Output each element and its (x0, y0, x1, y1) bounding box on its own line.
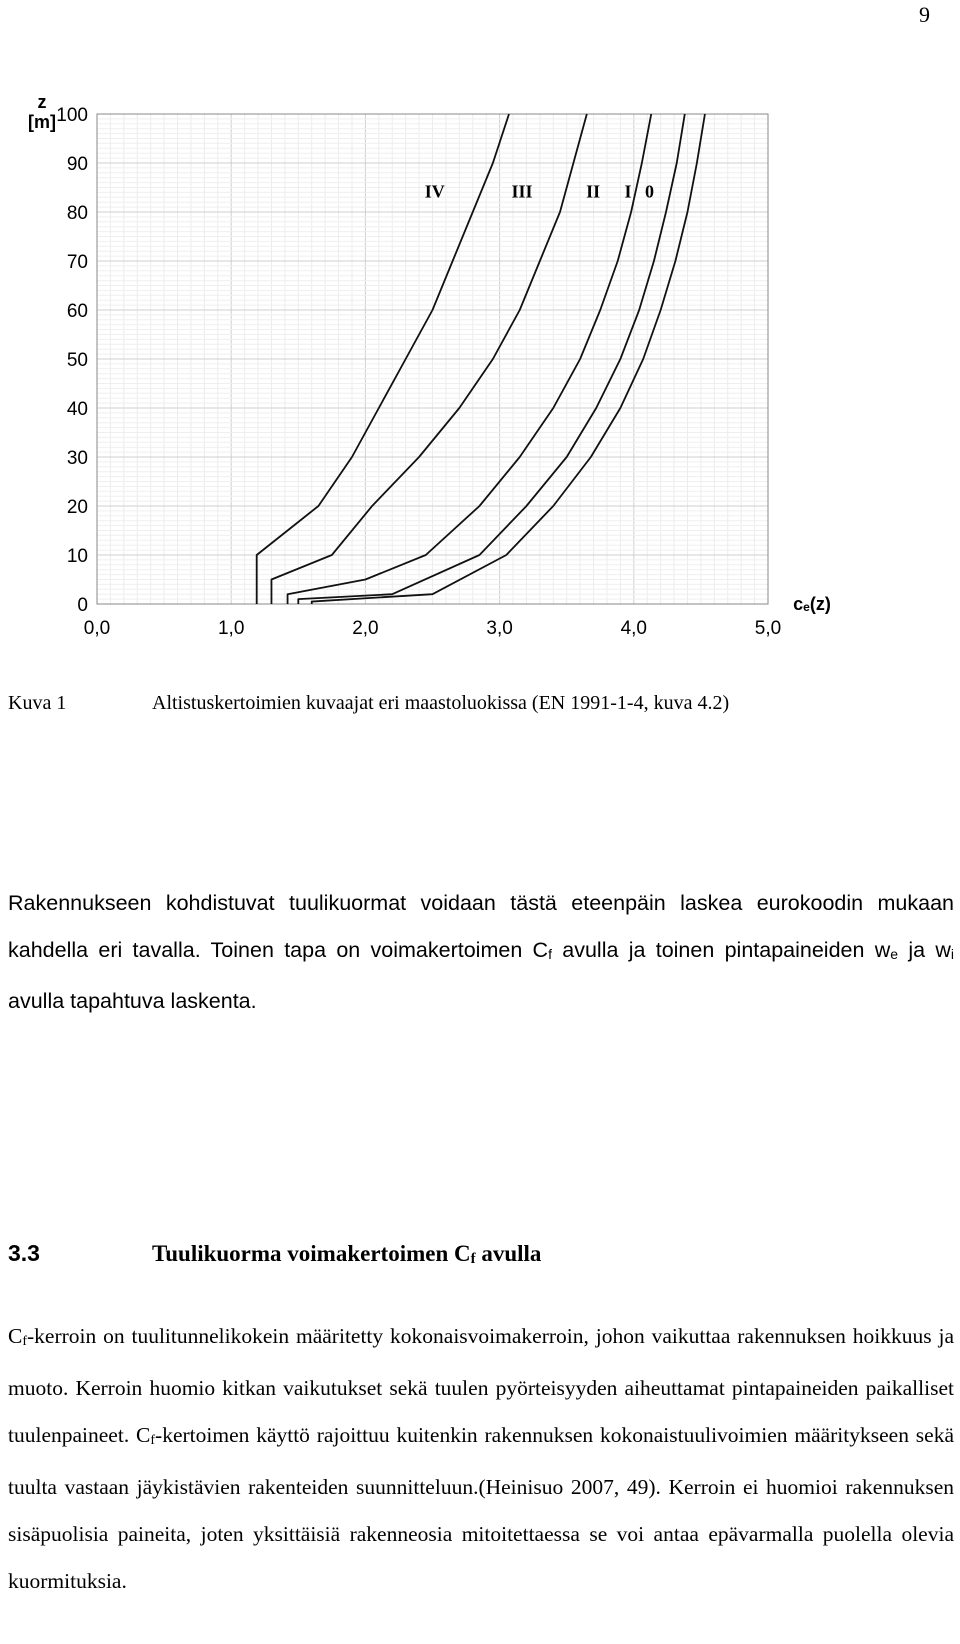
y-tick-label: 80 (66, 203, 88, 224)
p2-sub-1: f (22, 1334, 27, 1350)
section-heading (8, 1240, 541, 1268)
x-axis-label: cₑ(z) (793, 594, 831, 614)
p1-sub-1: f (548, 946, 552, 963)
p2-text-1: -kerroin on tuulitunnelikokein määritetty kokonaisvoimakerroin, johon vaikuttaa rakennuksen hoikkuus ja muoto. Kerroin huomio kitkan vaikutukset sekä tuulen pyörteisyyden aiheuttamat pintapaineiden paikalliset tuulenpaineet. C (8, 1324, 954, 1448)
y-tick-label: 70 (66, 252, 88, 273)
p1-text-1: Rakennukseen kohdistuvat tuulikuormat voidaan tästä eteenpäin laskea eurokoodin mukaan kahdella eri tavalla. Toinen tapa on voimakertoimen C (8, 891, 954, 962)
p2-c: C (8, 1324, 23, 1348)
paragraph-body (8, 1313, 954, 1605)
section-title-sub: f (470, 1251, 476, 1268)
x-tick-label: 4,0 (620, 618, 648, 639)
y-axis-unit: [m] (28, 112, 56, 132)
y-tick-label: 100 (56, 105, 88, 126)
y-tick-label: 40 (66, 399, 88, 420)
p2-text-2: -kertoimen käyttö rajoittuu kuitenkin rakennuksen kokonaistuulivoimien määritykseen sekä tuulta vastaan jäykistävien rakenteiden suunnitteluun.(Heinisuo 2007, 49). Kerroin ei huomioi rakennuksen sisäpuolisia paineita, joten yksittäisiä rakenneosia mitoitettaessa se voi antaa epävarmalla puolella olevia kuormituksia. (8, 1423, 954, 1594)
x-tick-label: 5,0 (754, 618, 782, 639)
chart-labels (28, 92, 831, 639)
curve-label: 0 (644, 181, 654, 202)
exposure-coefficient-chart (0, 90, 960, 650)
p1-sub-2: e (890, 946, 899, 963)
curve-label: II (586, 181, 601, 202)
page-number: 9 (919, 2, 930, 27)
x-tick-label: 3,0 (486, 618, 513, 639)
y-tick-label: 20 (66, 497, 88, 518)
y-tick-label: 60 (66, 301, 88, 322)
section-title: Tuulikuorma voimakertoimen C (152, 1241, 471, 1266)
p1-text-2: avulla ja toinen pintapaineiden w (551, 938, 891, 962)
y-tick-label: 10 (66, 546, 88, 567)
x-tick-label: 1,0 (217, 618, 245, 639)
caption-label: Kuva 1 (8, 692, 67, 714)
section-number: 3.3 (8, 1240, 40, 1266)
y-tick-label: 30 (66, 448, 88, 469)
curve-label: IV (424, 181, 445, 202)
y-tick-label: 0 (77, 595, 88, 616)
paragraph-intro (8, 880, 954, 1025)
p2-sub-2: f (150, 1433, 156, 1449)
figure-caption (8, 692, 729, 715)
y-tick-label: 90 (66, 154, 88, 175)
x-tick-label: 0,0 (83, 618, 111, 639)
y-tick-label: 50 (66, 350, 88, 371)
curve-label: I (624, 181, 632, 202)
p1-sub-3: i (950, 946, 954, 963)
p1-text-3: ja w (898, 938, 951, 962)
curve-label: III (511, 181, 533, 202)
p1-text-4: avulla tapahtuva laskenta. (8, 989, 257, 1014)
section-title-2: avulla (475, 1241, 542, 1266)
x-tick-label: 2,0 (352, 618, 379, 639)
caption-text: Altistuskertoimien kuvaajat eri maastoluokissa (EN 1991-1-4, kuva 4.2) (152, 692, 730, 714)
y-axis-symbol: z (37, 92, 47, 112)
